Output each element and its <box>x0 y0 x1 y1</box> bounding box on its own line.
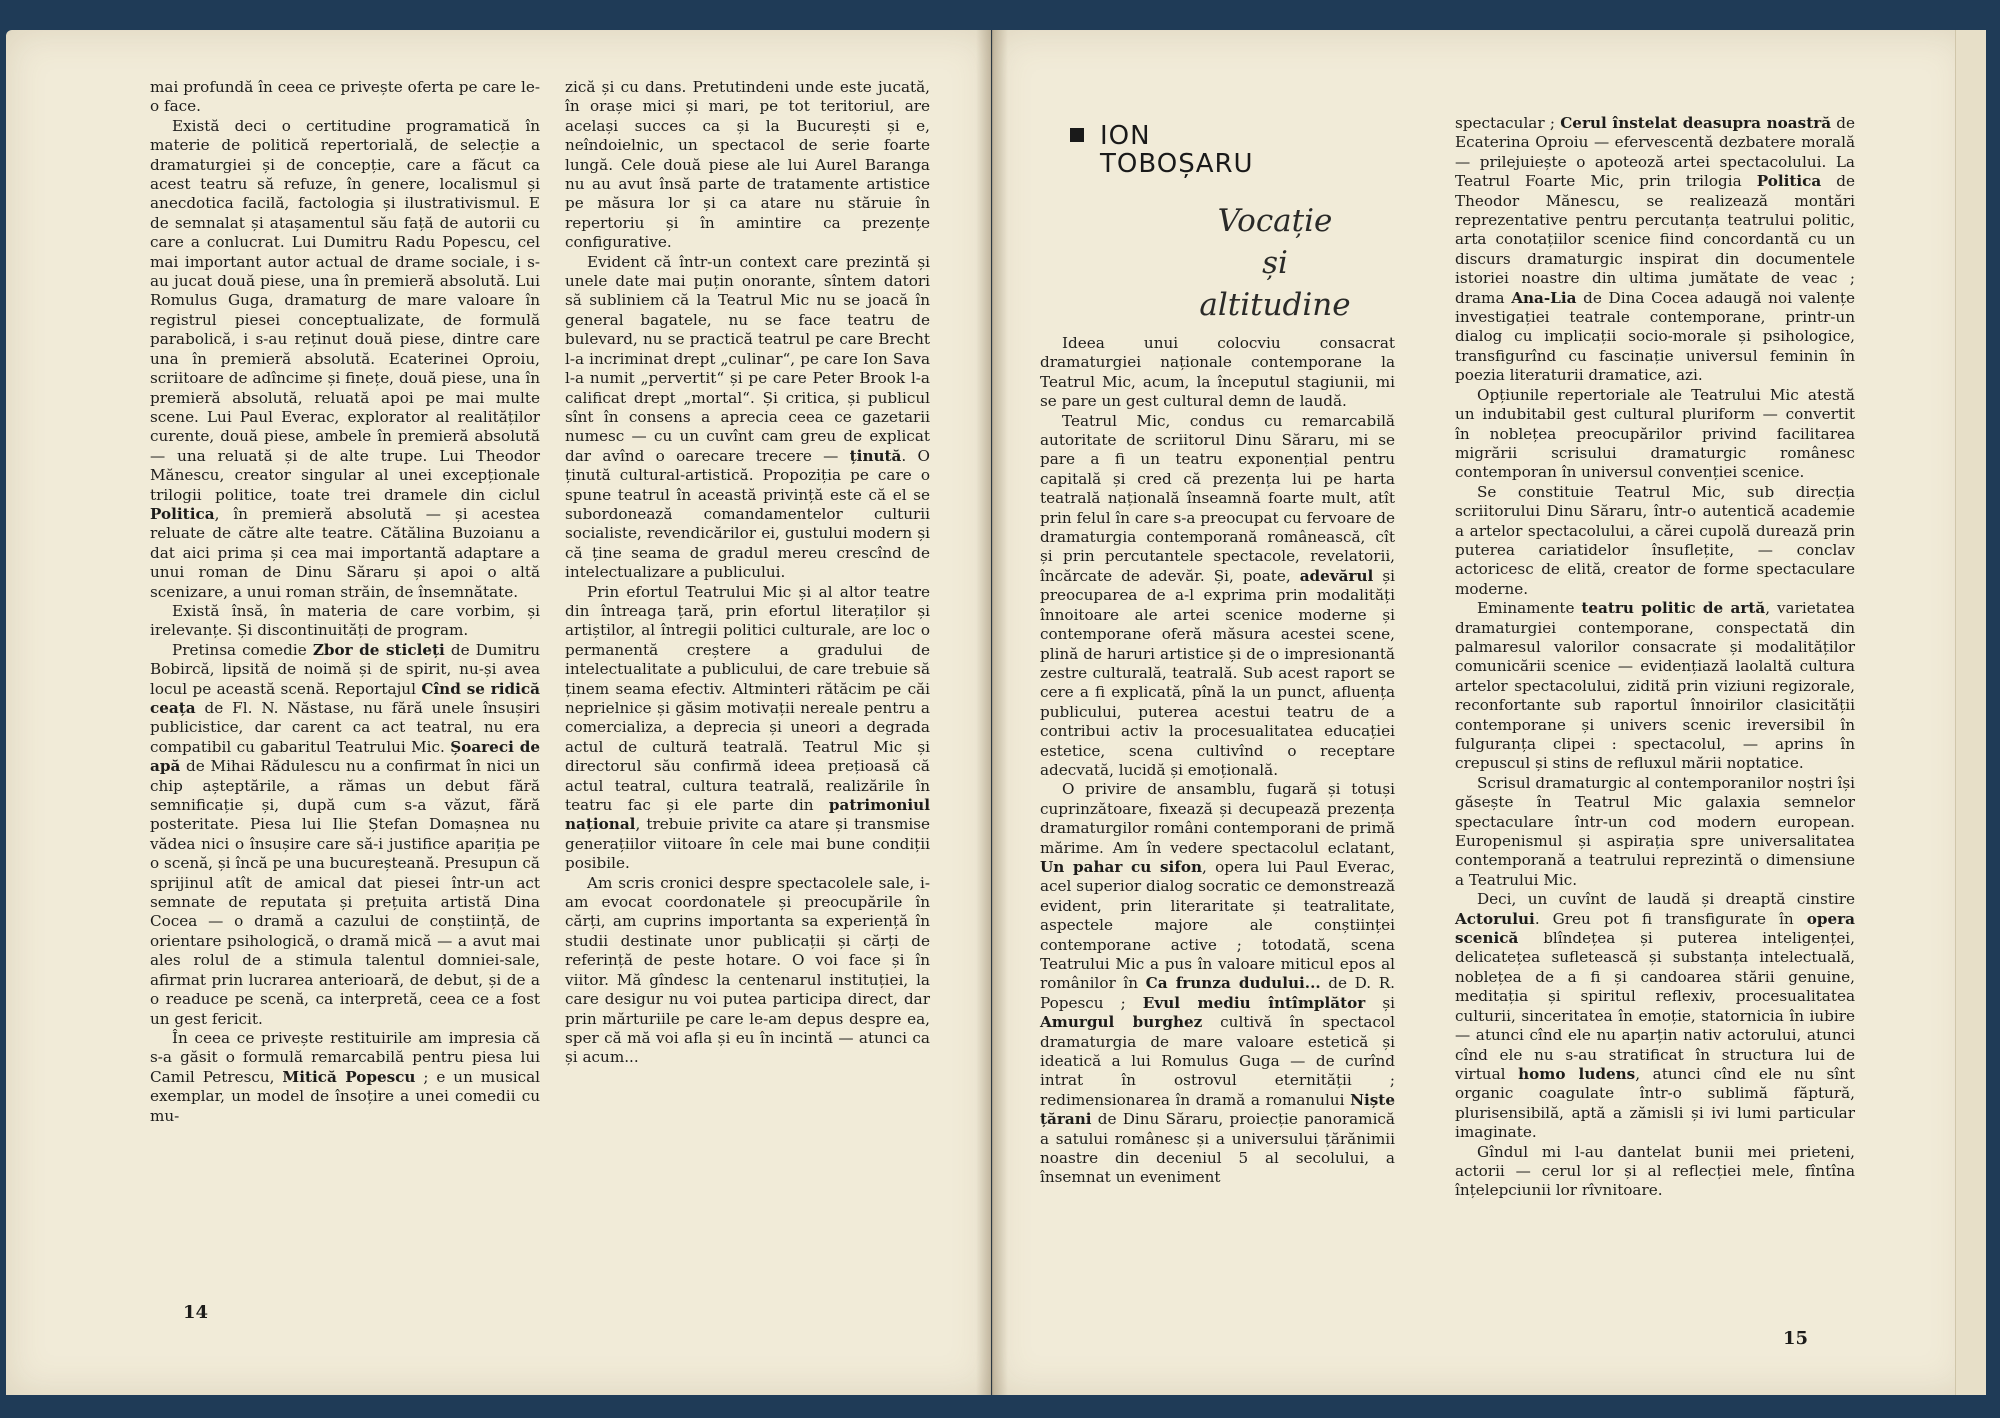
paragraph: Deci, un cuvînt de laudă și dreaptă cinstire Actorului. Greu pot fi transfigurate în opera scenică blîndețea și puterea inteligenței, delicatețea sufletească și substanța intelectuală, noblețea de a fi și candoarea stării genuine, meditația și spiritul reflexiv, procesualitatea culturii, sinceritatea în emoție, statornicia în iubire — atunci cînd ele nu aparțin nativ actorului, atunci cînd ele nu s-au stratificat în structura lui de virtual homo ludens, atunci cînd ele nu sînt organic coagulate într-o sublimă făptură, plurisensibilă, aptă a zămisli și ivi lumi particular imaginate. <box>1455 890 1855 1142</box>
title-line-3: altitudine <box>1199 287 1351 323</box>
page-number-right: 15 <box>1783 1328 1809 1349</box>
top-binding-strip <box>0 0 2000 12</box>
paragraph: Teatrul Mic, condus cu remarcabilă autoritate de scriitorul Dinu Săraru, mi se pare a fi un teatru exponențial pentru capitală și cred că prezența lui pe harta teatrală națională înseamnă foarte mult, atît prin felul în care s-a preocupat cu fervoare de dramaturgia contemporană românească, cît și prin percutantele spectacole, revelatorii, încărcate de adevăr. Și, poate, adevărul și preocuparea de a-l exprima prin modalități înnoitoare ale artei scenice moderne și contemporane oferă măsura acestei scene, plină de haruri artistice și de o impresionantă zestre culturală, teatrală. Sub acest raport se cere a fi explicată, pînă la un punct, afluența publicului, puterea acestui teatru de a contribui activ la procesualitatea educației estetice, scena cultivînd o receptare adecvată, lucidă și emoțională. <box>1040 411 1395 779</box>
paragraph: Pretinsa comedie Zbor de sticleți de Dumitru Bobircă, lipsită de noimă și de spirit, nu-și avea locul pe această scenă. Reportajul Cînd se ridică ceața de Fl. N. Năstase, nu fără unele însușiri publicistice, dar carent ca act teatral, nu era compatibil cu gabaritul Teatrului Mic. Șoareci de apă de Mihai Rădulescu nu a confirmat în nici un chip așteptările, a rămas un debut fără semnificație și, după cum s-a văzut, fără posteritate. Piesa lui Ilie Ștefan Domașnea nu vădea nici o însușire care să-i justifice apariția pe o scenă, și încă pe una bucureșteană. Presupun că sprijinul atît de amical dat piesei într-un act semnate de reputata și prețuita artistă Dina Cocea — o dramă a cazului de conștiință, de orientare psihologică, o dramă mică — a avut mai ales rolul de a stimula talentul domniei-sale, afirmat prin lucrarea anterioară, de debut, și de a o readuce pe scenă, ca interpretă, ceea ce a fost un gest fericit. <box>150 640 541 1028</box>
title-line-1: Vocație <box>1217 203 1333 239</box>
right-page-column-2 <box>1455 114 1855 1201</box>
paragraph: Eminamente teatru politic de artă, varietatea dramaturgiei contemporane, conspectată din palmaresul valorilor consacrate și modalităților comunicării scenice — evidențiază laolaltă cultura artelor spectacolului, zidită prin viziuni regizorale, reconfortante sub raportul înnoirilor clasicității contemporane și univers scenic ireversibil în fulguranța clipei : spectacolul, — aprins în crepuscul și stins de refluxul mării noptatice. <box>1455 599 1855 773</box>
paragraph: Am scris cronici despre spectacolele sale, i-am evocat coordonatele și preocupările în cărți, am cuprins importanta sa experiență în studii destinate unor publicații și cărți de referință de peste hotare. O voi face și în viitor. Mă gîndesc la centenarul instituției, la care desigur nu voi putea participa direct, dar prin mărturiile pe care le-am depus despre ea, sper că mă voi afla și eu în incintă — atunci ca și acum... <box>565 873 930 1067</box>
paragraph: Se constituie Teatrul Mic, sub direcția scriitorului Dinu Săraru, într-o autentică academie a artelor spectacolului, a cărei cupolă durează prin puterea cariatidelor însuflețite, — conclav actoricesc de elită, creator de forme spectaculare moderne. <box>1455 482 1855 598</box>
title-line-2: și <box>1262 245 1288 281</box>
paragraph: Evident că într-un context care prezintă și unele date mai puțin onorante, sîntem datori să subliniem că la Teatrul Mic nu se joacă în general bagatele, nu se face teatru de bulevard, nu se practică teatrul pe care Brecht l-a incriminat drept „culinar“, pe care Ion Sava l-a numit „pervertit“ și pe care Peter Brook l-a calificat drept „mortal“. Și critica, și publicul sînt în consens a aprecia ceea ce gazetarii numesc — cu un cuvînt cam greu de explicat dar avînd o oarecare trecere — ținută. O ținută cultural-artistică. Propoziția pe care o spune teatrul în această privință este că el se subordonează comandamentelor culturii socialiste, revendicărilor ei, gustului modern și că ține seama de gradul mereu crescînd de intelectualizare a publicului. <box>565 252 930 582</box>
paragraph: Scrisul dramaturgic al contemporanilor noștri își găsește în Teatrul Mic galaxia semnelor spectaculare într-un cod modern european. Europenismul și aspirația spre universalitatea contemporană a teatrului reprezintă o dimensiune a Teatrului Mic. <box>1455 773 1855 889</box>
paragraph: Există deci o certitudine programatică în materie de politică repertorială, de selecție a dramaturgiei și de concepție, care a făcut ca acest teatru să refuze, în genere, localismul și anecdotica facilă, factologia și ilustrativismul. E de semnalat și atașamentul său față de autorii cu care a conlucrat. Lui Dumitru Radu Popescu, cel mai important autor actual de drame sociale, i s-au jucat două piese, una în premieră absolută. Lui Romulus Guga, dramaturg de mare valoare în registrul piesei conceptualizate, de formulă parabolică, i s-au reținut două piese, dintre care una în premieră absolută. Ecaterinei Oproiu, scriitoare de adîncime și finețe, două piese, una în premieră absolută, reluată apoi pe mai multe scene. Lui Paul Everac, explorator al realităților curente, două piese, ambele în premieră absolută — una reluată și de alte trupe. Lui Theodor Mănescu, creator singular al unei excepționale trilogii politice, toate trei dramele din ciclul Politica, în premieră absolută — și acestea reluate de către alte teatre. Cătălina Buzoianu a dat aici prima și cea mai importantă adaptare a unui roman de Dinu Săraru și apoi o altă scenizare, a unui roman străin, de însemnătate. <box>150 116 540 601</box>
paragraph: mai profundă în ceea ce privește oferta pe care le-o face. <box>150 78 540 116</box>
page-edges <box>1955 30 1986 1395</box>
left-page-column-1 <box>150 78 540 1126</box>
author-last-name: TOBOȘARU <box>1100 149 1254 179</box>
paragraph: spectacular ; Cerul înstelat deasupra noastră de Ecaterina Oproiu — efervescentă dezbatere morală — prilejuiește o apoteoză artei spectacolului. La Teatrul Foarte Mic, prin trilogia Politica de Theodor Mănescu, se realizează montări reprezentative pentru percutanța teatrului politic, arta conotațiilor scenice fiind concordantă cu un discurs dramaturgic inspirat din documentele istoriei noastre din ultima jumătate de veac ; drama Ana-Lia de Dina Cocea adaugă noi valențe investigației teatrale contemporane, printr-un dialog cu implicații socio-morale și psihologice, transfigurînd cu fascinație universul feminin în poezia literaturii dramatice, azi. <box>1455 114 1856 385</box>
paragraph: Ideea unui colocviu consacrat dramaturgiei naționale contemporane la Teatrul Mic, acum, la începutul stagiunii, mi se pare un gest cultural demn de laudă. <box>1040 334 1395 411</box>
article-title <box>1160 200 1390 326</box>
paragraph: Prin efortul Teatrului Mic și al altor teatre din întreaga țară, prin efortul literaților și artiștilor, al întregii politici culturale, are loc o permanentă creștere a gradului de intelectualitate a publicului, de care trebuie să ținem seama efectiv. Altminteri rătăcim pe căi neprielnice și găsim motivații nereale pentru a comercializa, a deprecia și uneori a degrada actul de cultură teatrală. Teatrul Mic și directorul său confirmă ideea prețioasă că actul teatral, cultura teatrală, realizările în teatru fac și ele parte din patrimoniul național, trebuie privite ca atare și transmise generațiilor viitoare în cele mai bune condiții posibile. <box>565 582 930 873</box>
paragraph: O privire de ansamblu, fugară și totuși cuprinzătoare, fixează și decupează prezența dramaturgilor români contemporani de primă mărime. Am în vedere spectacolul eclatant, Un pahar cu sifon, opera lui Paul Everac, acel superior dialog socratic ce demonstrează evident, prin literaritate și teatralitate, aspectele majore ale conștiinței contemporane active ; totodată, scena Teatrului Mic a pus în valoare miticul epos al românilor în Ca frunza dudului... de D. R. Popescu ; Evul mediu întîmplător și Amurgul burghez cultivă în spectacol dramaturgia de mare valoare estetică și ideatică a lui Romulus Guga — de curînd intrat în ostrovul eternității ; redimensionarea în dramă a romanului Niște țărani de Dinu Săraru, proiecție panoramică a satului românesc și a universului țărănimii noastre din deceniul 5 al secolului, a însemnat un eveniment <box>1040 780 1396 1187</box>
page-number-left: 14 <box>183 1302 209 1323</box>
paragraph: Gîndul mi l-au dantelat bunii mei prieteni, actorii — cerul lor și al reflecției mele, fîntîna înțelepciunii lor rîvnitoare. <box>1455 1142 1855 1200</box>
paragraph: Există însă, în materia de care vorbim, și irelevanțe. Și discontinuități de program. <box>150 601 540 640</box>
paragraph: Opțiunile repertoriale ale Teatrului Mic atestă un indubitabil gest cultural pluriform — convertit în noblețea preocupărilor privind facilitarea migrării scrisului dramaturgic românesc contemporan în universul convenției scenice. <box>1455 385 1855 482</box>
left-page-column-2 <box>565 78 930 1068</box>
right-page-column-1 <box>1040 334 1395 1188</box>
magazine-spread <box>0 12 2000 1402</box>
author-first-name: ION <box>1100 121 1151 151</box>
paragraph: În ceea ce privește restituirile am impresia că s-a găsit o formulă remarcabilă pentru piesa lui Camil Petrescu, Mitică Popescu ; e un musical exemplar, un model de însoțire a unei comedii cu mu- <box>150 1028 541 1125</box>
square-bullet-icon <box>1070 128 1084 142</box>
book-gutter <box>976 30 1008 1395</box>
author-name <box>1100 122 1254 178</box>
paragraph: zică și cu dans. Pretutindeni unde este jucată, în orașe mici și mari, pe tot teritoriul, are același succes ca și la București și e, neîndoielnic, un spectacol de serie foarte lungă. Cele două piese ale lui Aurel Baranga nu au avut însă parte de tratamente artistice pe măsura lor și ca atare nu stăruie în repertoriu și în amintire ca prezențe configurative. <box>565 78 930 252</box>
